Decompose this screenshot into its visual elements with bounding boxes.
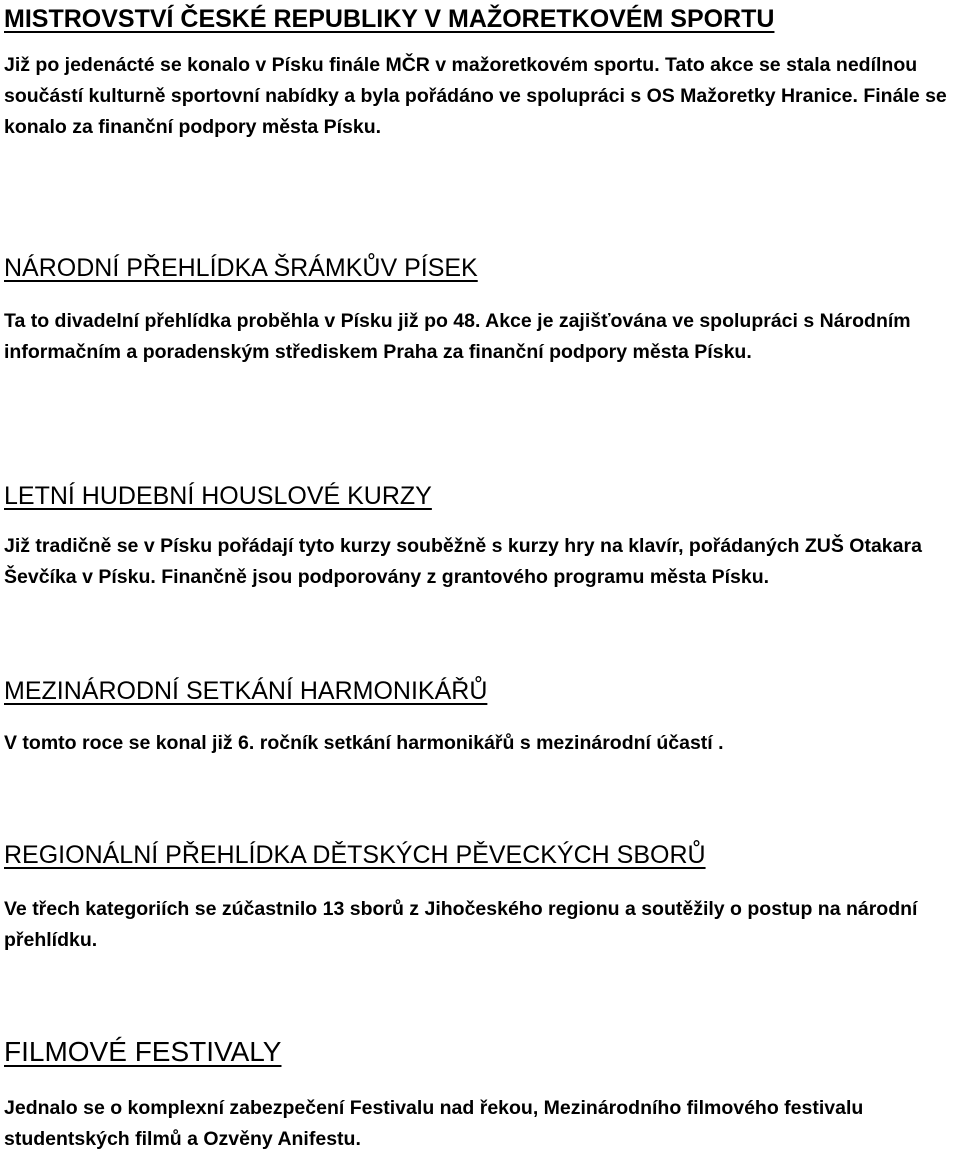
section-text: Ve třech kategoriích se zúčastnilo 13 sborů z Jihočeského regionu a soutěžily o postup na národní přehlídku.: [4, 898, 918, 951]
section-heading: FILMOVÉ FESTIVALY: [4, 1036, 282, 1067]
section-text: V tomto roce se konal již 6. ročník setkání harmonikářů s mezinárodní účastí .: [4, 732, 724, 754]
section-sramkuv-pisek: [4, 251, 956, 363]
section-text: Jednalo se o komplexní zabezpečení Festivalu nad řekou, Mezinárodního filmového festivalu studentských filmů a Ozvěny Anifestu.: [4, 1097, 864, 1150]
section-heading: LETNÍ HUDEBNÍ HOUSLOVÉ KURZY: [4, 482, 432, 510]
section-text: Již tradičně se v Písku pořádají tyto kurzy souběžně s kurzy hry na klavír, pořádaných ZUŠ Otakara Ševčíka v Písku. Finančně jsou podporovány z grantového programu města Písku.: [4, 535, 922, 588]
section-pevecke-sbory: [4, 838, 956, 951]
section-houslove-kurzy: [4, 479, 956, 588]
section-heading: REGIONÁLNÍ PŘEHLÍDKA DĚTSKÝCH PĚVECKÝCH SBORŮ: [4, 841, 706, 869]
section-harmonikari: [4, 674, 956, 754]
section-heading: MEZINÁRODNÍ SETKÁNÍ HARMONIKÁŘŮ: [4, 677, 488, 705]
section-heading: NÁRODNÍ PŘEHLÍDKA ŠRÁMKŮV PÍSEK: [4, 254, 478, 282]
section-text: Již po jedenácté se konalo v Písku finále MČR v mažoretkovém sportu. Tato akce se stala nedílnou součástí kulturně sportovní nabídky a byla pořádáno ve spolupráci s OS Mažoretky Hranice. Finále se konalo za finanční podpory města Písku.: [4, 54, 947, 138]
section-text: Ta to divadelní přehlídka proběhla v Písku již po 48. Akce je zajišťována ve spolupráci s Národním informačním a poradenským střediskem Praha za finanční podpory města Písku.: [4, 310, 911, 363]
section-mazoretky: [4, 2, 956, 138]
section-heading: MISTROVSTVÍ ČESKÉ REPUBLIKY V MAŽORETKOVÉM SPORTU: [4, 5, 775, 33]
section-filmove-festivaly: [4, 1035, 956, 1150]
